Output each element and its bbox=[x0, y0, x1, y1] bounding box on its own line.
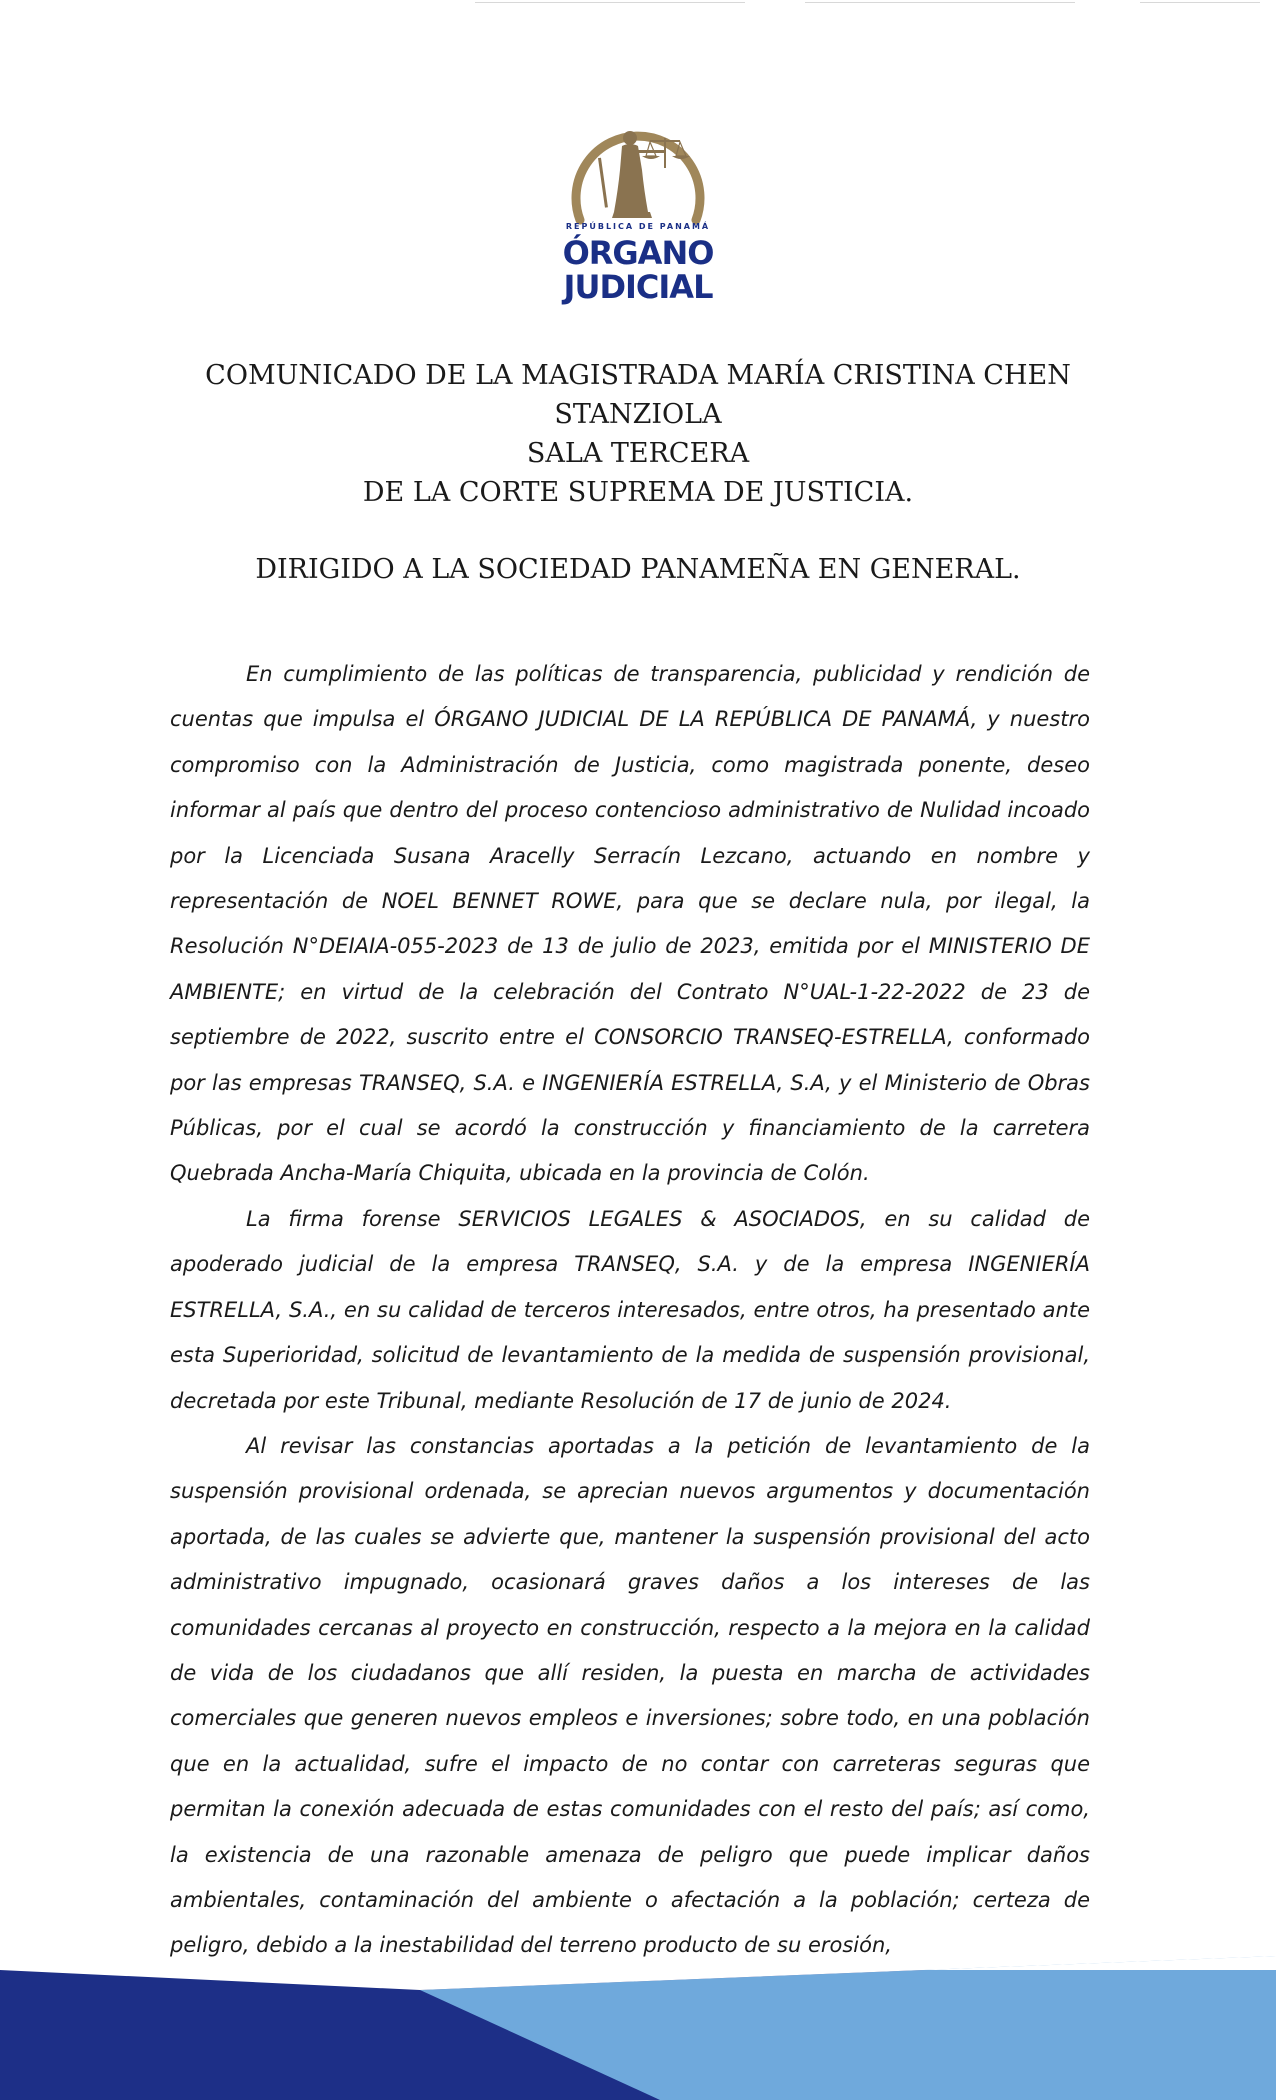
organo-judicial-logo bbox=[558, 100, 718, 310]
footer-wave-graphic bbox=[0, 1930, 1276, 2100]
document-subtitle bbox=[120, 550, 1156, 589]
top-scan-marks bbox=[0, 0, 1276, 8]
logo-judicial-text: JUDICIAL bbox=[563, 268, 713, 306]
document-body bbox=[170, 652, 1090, 1969]
title-line-3: SALA TERCERA bbox=[526, 438, 750, 469]
paragraph-1: En cumplimiento de las políticas de transparencia, publicidad y rendición de cuentas que impulsa el ÓRGANO JUDICIAL DE LA REPÚBLICA DE PANAMÁ, y nuestro compromiso con la Administración de Justicia, como magistrada ponente, deseo informar al país que dentro del proceso contencioso administrativo de Nulidad incoado por la Licenciada Susana Aracelly Serracín Lezcano, actuando en nombre y representación de NOEL BENNET ROWE, para que se declare nula, por ilegal, la Resolución N°DEIAIA-055-2023 de 13 de julio de 2023, emitida por el MINISTERIO DE AMBIENTE; en virtud de la celebración del Contrato N°UAL-1-22-2022 de 23 de septiembre de 2022, suscrito entre el CONSORCIO TRANSEQ-ESTRELLA, conformado por las empresas TRANSEQ, S.A. e INGENIERÍA ESTRELLA, S.A, y el Ministerio de Obras Públicas, por el cual se acordó la construcción y financiamiento de la carretera Quebrada Ancha-María Chiquita, ubicada en la provincia de Colón. bbox=[170, 662, 1090, 1186]
title-line-4: DE LA CORTE SUPREMA DE JUSTICIA. bbox=[362, 477, 914, 508]
footer-band bbox=[0, 1930, 1276, 2100]
title-line-1: COMUNICADO DE LA MAGISTRADA MARÍA CRISTINA CHEN bbox=[205, 360, 1071, 391]
paragraph-3: Al revisar las constancias aportadas a la petición de levantamiento de la suspensión provisional ordenada, se aprecian nuevos argumentos y documentación aportada, de las cuales se advierte que, mantener la suspensión provisional del acto administrativo impugnado, ocasionará graves daños a los intereses de las comunidades cercanas al proyecto en construcción, respecto a la mejora en la calidad de vida de los ciudadanos que allí residen, la puesta en marcha de actividades comerciales que generen nuevos empleos e inversiones; sobre todo, en una población que en la actualidad, sufre el impacto de no contar con carreteras seguras que permitan la conexión adecuada de estas comunidades con el resto del país; así como, la existencia de una razonable amenaza de peligro que puede implicar daños ambientales, contaminación del ambiente o afectación a la población; certeza de peligro, debido a la inestabilidad del terreno producto de su erosión, bbox=[170, 1433, 1090, 1958]
title-line-2: STANZIOLA bbox=[554, 399, 722, 430]
document-title bbox=[120, 356, 1156, 512]
subtitle-line: DIRIGIDO A LA SOCIEDAD PANAMEÑA EN GENERAL. bbox=[255, 554, 1021, 585]
logo-republica-text: REPÚBLICA DE PANAMÁ bbox=[565, 222, 711, 231]
logo-organo-text: ÓRGANO bbox=[562, 234, 714, 272]
paragraph-2: La firma forense SERVICIOS LEGALES & ASOCIADOS, en su calidad de apoderado judicial de la empresa TRANSEQ, S.A. y de la empresa INGENIERÍA ESTRELLA, S.A., en su calidad de terceros interesados, entre otros, ha presentado ante esta Superioridad, solicitud de levantamiento de la medida de suspensión provisional, decretada por este Tribunal, mediante Resolución de 17 de junio de 2024. bbox=[170, 1206, 1090, 1413]
